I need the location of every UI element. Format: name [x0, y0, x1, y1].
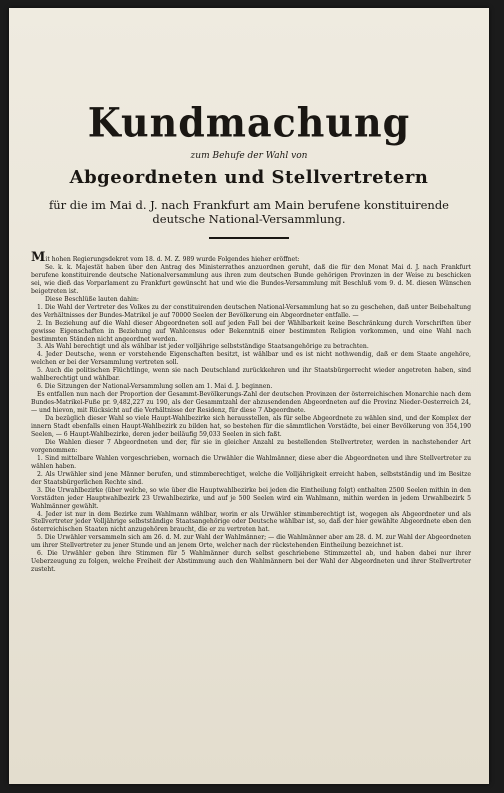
document-body — [31, 250, 471, 574]
paragraph: 4. Jeder Deutsche, wenn er vorstehende Eigenschaften besitzt, ist wählbar und es ist nicht nothwendig, daß er dem Staate angehöre, welchen er bei der Versammlung vertreten soll. — [31, 351, 471, 367]
subtitle-line-1: zum Behufe der Wahl von — [190, 151, 308, 161]
paragraph: 1. Die Wahl der Vertreter des Volkes zu der constituirenden deutschen National-Versammlung hat so zu geschehen, daß unter Beibehaltung des Verhältnisses der Bundes-Matrikel je auf 70000 Seelen der Bevölkerung ein Abgeordneter entfalle. — — [31, 303, 471, 319]
paragraph: 5. Die Urwähler versammeln sich am 26. d. M. zur Wahl der Wahlmänner; — die Wahlmänner aber am 28. d. M. zur Wahl der Abgeordneten um ihrer Stellvertreter zu jener Stunde und an jenem Orte, welcher nach der rückstehenden Eintheilung bezeichnet ist. — [31, 534, 471, 550]
paragraph: 5. Auch die politischen Flüchtlinge, wenn sie nach Deutschland zurückkehren und ihr Staatsbürgerrecht wieder angetreten haben, sind wahlberechtigt und wählbar. — [31, 367, 471, 383]
paragraph: Die Wahlen dieser 7 Abgeordneten und der, für sie in gleicher Anzahl zu bestellenden Stellvertreter, werden in nachstehender Art vorgenommen: — [31, 438, 471, 454]
subtitle-line-2: Abgeordneten und Stellvertretern — [69, 167, 429, 188]
paragraph: 1. Sind mittelbare Wahlen vorgeschrieben, wornach die Urwähler die Wahlmänner, diese aber die Abgeordneten und ihre Stellvertreter zu wählen haben. — [31, 454, 471, 470]
paragraph: 2. In Beziehung auf die Wahl dieser Abgeordneten soll auf jeden Fall bei der Wählbarkeit keine Beschränkung durch Vorschriften über gewisse Eigenschaften in Beziehung auf Wahlcensus oder Bekenntniß einer bestimmten Religion vorkommen, und eine Wahl nach bestimmten Ständen nicht angeordnet werden. — [31, 319, 471, 343]
paragraph: Se. k. k. Majestät haben über den Antrag des Ministerrathes anzuordnen geruht, daß die für den Monat Mai d. J. nach Frankfurt berufene konstituirende deutsche Nationalversammlung aus ihren zum deutschen Bunde gehörigen Provinzen in der Weise zu beschicken sei, wie dieß das Vorparlament zu Frankfurt gewünscht hat und wie die Bundes-Versammlung mit Beschluß vom 9. d. M. diesen Wünschen beigetreten ist. — [31, 263, 471, 295]
document-sheet — [9, 8, 489, 784]
paragraph: 4. Jeder ist nur in dem Bezirke zum Wahlmann wählbar, worin er als Urwähler stimmberechtigt ist, wogegen als Abgeordneter und als Stellvertreter jeder Volljährige selbstständige Staatsangehörige oder Deutsche wählbar ist, so, daß der hier gewählte Abgeordnete eben den österreichischen Staaten nicht anzugehören braucht, die er zu vertreten hat. — [31, 510, 471, 534]
paragraph: 6. Die Urwähler geben ihre Stimmen für 5 Wahlmänner durch selbst geschriebene Stimmzettel ab, und haben dabei nur ihrer Ueberzeugung zu folgen, welche Freiheit der Abstimmung auch den Wahlmännern bei der Wahl der Abgeordneten und ihrer Stellvertreter zusteht. — [31, 550, 471, 574]
drop-cap: M — [31, 250, 46, 265]
paragraph: Diese Beschlüße lauten dahin: — [45, 295, 139, 303]
intro-paragraph — [31, 250, 471, 265]
divider-rule — [209, 237, 289, 239]
paragraph: Es entfallen nun nach der Proportion der Gesammt-Bevölkerungs-Zahl der deutschen Provinzen der österreichischen Monarchie nach dem Bundes-Matrikel-Fuße pr. 9,482,227 zu 190, als der Gesammtzahl der abzusendenden Abgeordneten auf die Provinz Nieder-Oesterreich 24, — und hievon, mit Rücksicht auf die Verhältnisse der Residenz, für diese 7 Abgeordnete. — [31, 391, 471, 415]
paragraph: 3. Als Wahl berechtigt und als wählbar ist jeder volljährige selbstständige Staatsangehörige zu betrachten. — [37, 343, 369, 351]
paragraph: Da bezüglich dieser Wahl so viele Haupt-Wahlbezirke sich herausstellen, als für selbe Abgeordnete zu wählen sind, und der Komplex der innern Stadt ebenfalls einen Haupt-Wahlbezirk zu bilden hat, so bestehen für die sämmtlichen Vorstädte, bei einer Bevölkerung von 354,190 Seelen, — 6 Haupt-Wahlbezirke, deren jeder beiläufig 59,033 Seelen in sich faßt. — [31, 415, 471, 438]
document-title: Kundmachung — [87, 98, 411, 147]
intro-text: it hohen Regierungsdekret vom 18. d. M. Z. 989 wurde Folgendes hieher eröffnet: — [45, 256, 300, 263]
paragraph: 2. Als Urwähler sind jene Männer berufen, und stimmberechtiget, welche die Volljährigkeit erreicht haben, selbstständig und im Besitze der Staatsbürgerlichen Rechte sind. — [31, 470, 471, 486]
paragraph: 3. Die Urwahlbezirke (über welche, so wie über die Hauptwahlbezirke bei jeden die Eintheilung folgt) enthalten 2500 Seelen mithin in den Vorstädten jeder Hauptwahlbezirk 23 Urwahlbezirke, und auf je 500 Seelen wird ein Wahlmann, mithin werden in jedem Urwahlbezirk 5 Wahlmänner gewählt. — [31, 486, 471, 510]
subtitle-line-3: für die im Mai d. J. nach Frankfurt am Main berufene konstituirende deutsche National-Versammlung. — [48, 198, 449, 226]
paragraph: 6. Die Sitzungen der National-Versammlung sollen am 1. Mai d. J. beginnen. — [37, 383, 273, 391]
